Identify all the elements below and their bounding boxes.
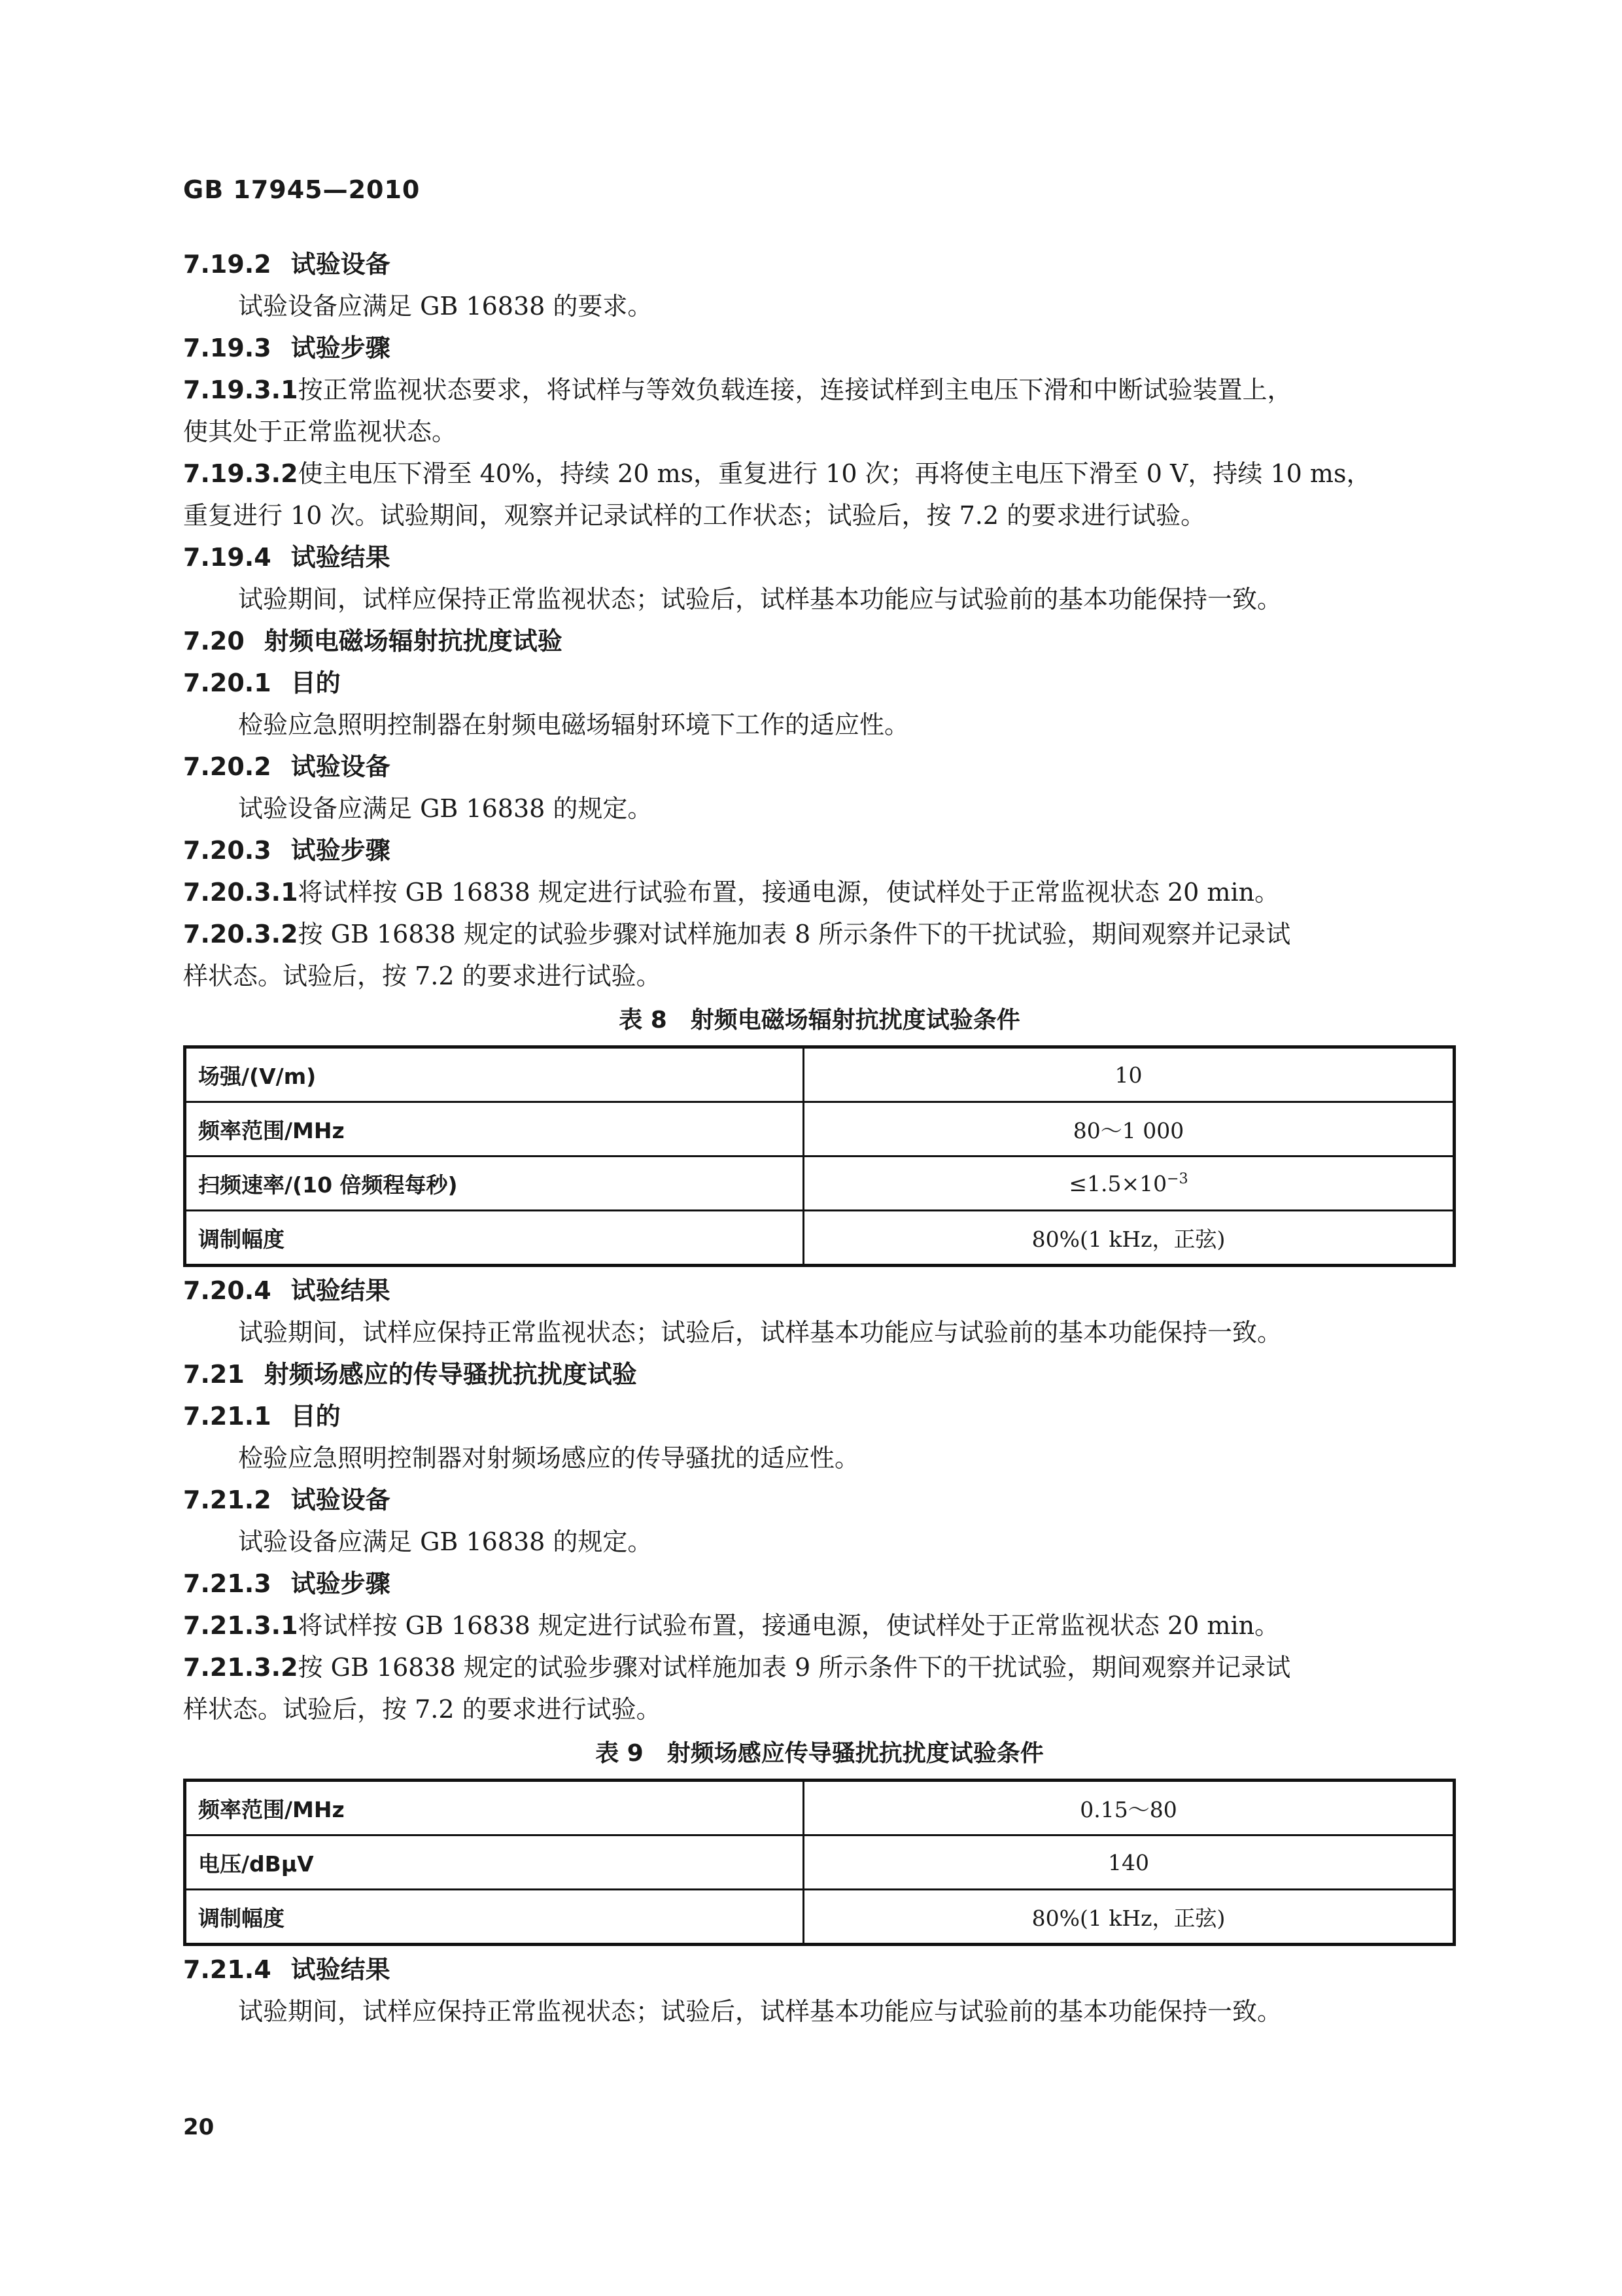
table-9-value: 80%(1 kHz，正弦) (804, 1890, 1455, 1945)
heading-7-19-4: 7.19.4 试验结果 (183, 543, 390, 572)
clause-7-19-3-2-cont: 重复进行 10 次。试验期间，观察并记录试样的工作状态；试验后，按 7.2 的要求进行试验。 (183, 501, 1206, 530)
page-number: 20 (183, 2114, 215, 2140)
clause-7-21-3-2: 7.21.3.2按 GB 16838 规定的试验步骤对试样施加表 9 所示条件下的干扰试验，期间观察并记录试 (183, 1653, 1291, 1682)
table-8-caption: 表 8 射频电磁场辐射抗扰度试验条件 (619, 1007, 1020, 1034)
table-8-key: 场强/(V/m) (185, 1047, 804, 1102)
table-8-value-exponent: −3 (1167, 1170, 1188, 1187)
text-7-20-4: 试验期间，试样应保持正常监视状态；试验后，试样基本功能应与试验前的基本功能保持一致。 (238, 1318, 1283, 1347)
heading-7-21-3: 7.21.3 试验步骤 (183, 1569, 390, 1598)
table-8-key: 扫频速率/(10 倍频程每秒) (185, 1157, 804, 1211)
clause-7-20-3-2-cont: 样状态。试验后，按 7.2 的要求进行试验。 (183, 962, 661, 990)
table-row (185, 1835, 1455, 1890)
table-row (185, 1781, 1455, 1835)
table-9-value: 140 (804, 1835, 1455, 1890)
text-7-20-1: 检验应急照明控制器在射频电磁场辐射环境下工作的适应性。 (238, 710, 910, 739)
heading-7-19-3: 7.19.3 试验步骤 (183, 334, 390, 362)
heading-7-21-2: 7.21.2 试验设备 (183, 1486, 390, 1514)
table-9-key: 电压/dBμV (185, 1835, 804, 1890)
document-body (183, 243, 1456, 2032)
table-row (185, 1157, 1455, 1211)
clause-7-20-3-2: 7.20.3.2按 GB 16838 规定的试验步骤对试样施加表 8 所示条件下的干扰试验，期间观察并记录试 (183, 920, 1291, 948)
text-7-21-1: 检验应急照明控制器对射频场感应的传导骚扰的适应性。 (238, 1444, 860, 1472)
table-row (185, 1102, 1455, 1157)
table-8 (183, 1045, 1456, 1267)
heading-7-21-1: 7.21.1 目的 (183, 1402, 341, 1431)
text-7-19-2: 试验设备应满足 GB 16838 的要求。 (238, 292, 653, 321)
table-8-value: 10 (804, 1047, 1455, 1102)
clause-7-21-3-1: 7.21.3.1将试样按 GB 16838 规定进行试验布置，接通电源，使试样处于正常监视状态 20 min。 (183, 1611, 1280, 1640)
table-8-key: 频率范围/MHz (185, 1102, 804, 1157)
heading-7-21: 7.21 射频场感应的传导骚扰抗扰度试验 (183, 1360, 637, 1389)
standard-code: GB 17945—2010 (183, 175, 421, 204)
clause-7-20-3-1: 7.20.3.1将试样按 GB 16838 规定进行试验布置，接通电源，使试样处于正常监视状态 20 min。 (183, 878, 1280, 907)
clause-7-19-3-1-cont: 使其处于正常监视状态。 (183, 417, 457, 446)
text-7-21-4: 试验期间，试样应保持正常监视状态；试验后，试样基本功能应与试验前的基本功能保持一致。 (238, 1997, 1283, 2026)
table-row (185, 1890, 1455, 1945)
table-8-value: 80～1 000 (804, 1102, 1455, 1157)
clause-7-21-3-2-cont: 样状态。试验后，按 7.2 的要求进行试验。 (183, 1695, 661, 1724)
table-9-key: 频率范围/MHz (185, 1781, 804, 1835)
table-8-key: 调制幅度 (185, 1211, 804, 1266)
table-8-value: 80%(1 kHz，正弦) (804, 1211, 1455, 1266)
heading-7-21-4: 7.21.4 试验结果 (183, 1955, 390, 1984)
table-row (185, 1211, 1455, 1266)
heading-7-20-3: 7.20.3 试验步骤 (183, 836, 390, 865)
table-row (185, 1047, 1455, 1102)
table-8-value (804, 1157, 1455, 1211)
table-9 (183, 1779, 1456, 1946)
heading-7-20-4: 7.20.4 试验结果 (183, 1276, 390, 1305)
heading-7-20-1: 7.20.1 目的 (183, 669, 341, 697)
heading-7-19-2: 7.19.2 试验设备 (183, 250, 390, 279)
text-7-20-2: 试验设备应满足 GB 16838 的规定。 (238, 794, 653, 823)
heading-7-20-2: 7.20.2 试验设备 (183, 752, 390, 781)
clause-7-19-3-1: 7.19.3.1按正常监视状态要求，将试样与等效负载连接，连接试样到主电压下滑和中断试验装置上， (183, 375, 1292, 404)
table-9-key: 调制幅度 (185, 1890, 804, 1945)
clause-7-19-3-2: 7.19.3.2使主电压下滑至 40%，持续 20 ms，重复进行 10 次；再将使主电压下滑至 0 V，持续 10 ms， (183, 459, 1372, 488)
text-7-21-2: 试验设备应满足 GB 16838 的规定。 (238, 1527, 653, 1556)
table-8-value-base: ≤1.5×10 (1069, 1170, 1167, 1196)
text-7-19-4: 试验期间，试样应保持正常监视状态；试验后，试样基本功能应与试验前的基本功能保持一致。 (238, 585, 1283, 614)
heading-7-20: 7.20 射频电磁场辐射抗扰度试验 (183, 627, 562, 655)
table-9-caption: 表 9 射频场感应传导骚扰抗扰度试验条件 (595, 1740, 1044, 1767)
table-9-value: 0.15～80 (804, 1781, 1455, 1835)
